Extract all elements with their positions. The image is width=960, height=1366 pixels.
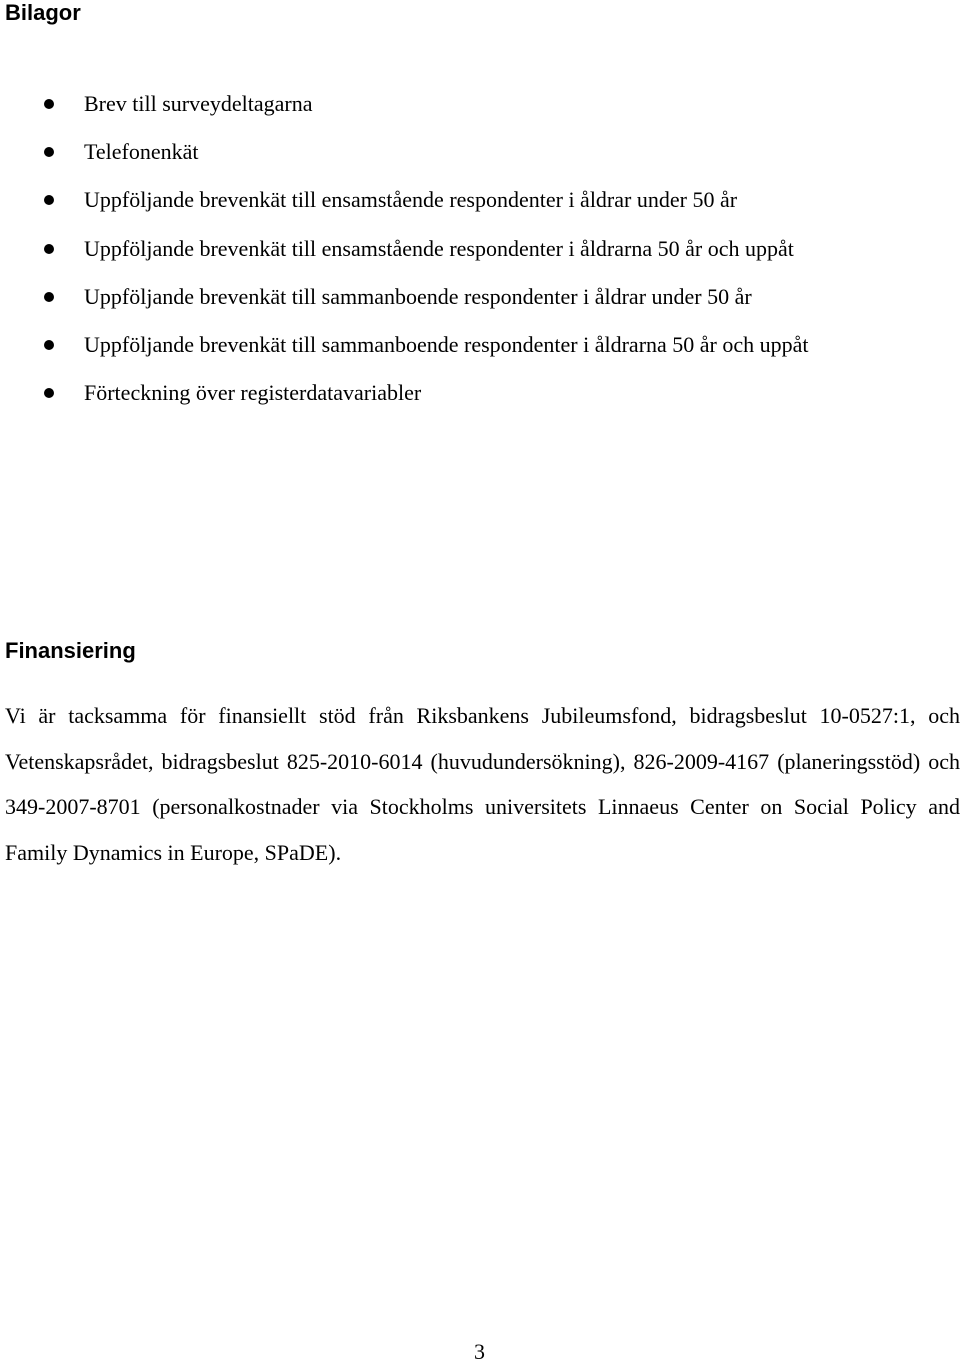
list-item-text: Uppföljande brevenkät till sammanboende respondenter i åldrarna 50 år och uppåt [84, 331, 809, 357]
bullet-icon [44, 340, 54, 350]
bullet-icon [44, 292, 54, 302]
page-number: 3 [474, 1339, 485, 1364]
list-item-text: Förteckning över registerdatavariabler [84, 380, 422, 406]
list-item-text: Brev till surveydeltagarna [84, 91, 313, 116]
attachments-heading: Bilagor [5, 0, 81, 25]
list-item-text: Uppföljande brevenkät till ensamstående respondenter i åldrar under 50 år [84, 187, 738, 213]
funding-heading: Finansiering [5, 638, 136, 663]
list-item-text: Uppföljande brevenkät till sammanboende respondenter i åldrar under 50 år [84, 283, 752, 309]
funding-paragraph: Vi är tacksamma för finansiellt stöd från Riksbankens Jubileumsfond, bidragsbeslut 10-0527:1, och Vetenskapsrådet, bidragsbeslut 825-2010-6014 (huvudundersökning), 826-2009-4167 (planeringsstöd) och 349-2007-8701 (personalkostnader via Stockholms universitets Linnaeus Center on Social Policy and Family Dynamics in Europe, SPaDE). [5, 703, 960, 866]
bullet-icon [44, 147, 54, 157]
bullet-icon [44, 99, 54, 109]
bullet-icon [44, 244, 54, 254]
list-item-text: Telefonenkät [84, 139, 199, 165]
bullet-icon [44, 195, 54, 205]
list-item-text: Uppföljande brevenkät till ensamstående respondenter i åldrarna 50 år och uppåt [84, 235, 794, 261]
bullet-icon [44, 388, 54, 398]
